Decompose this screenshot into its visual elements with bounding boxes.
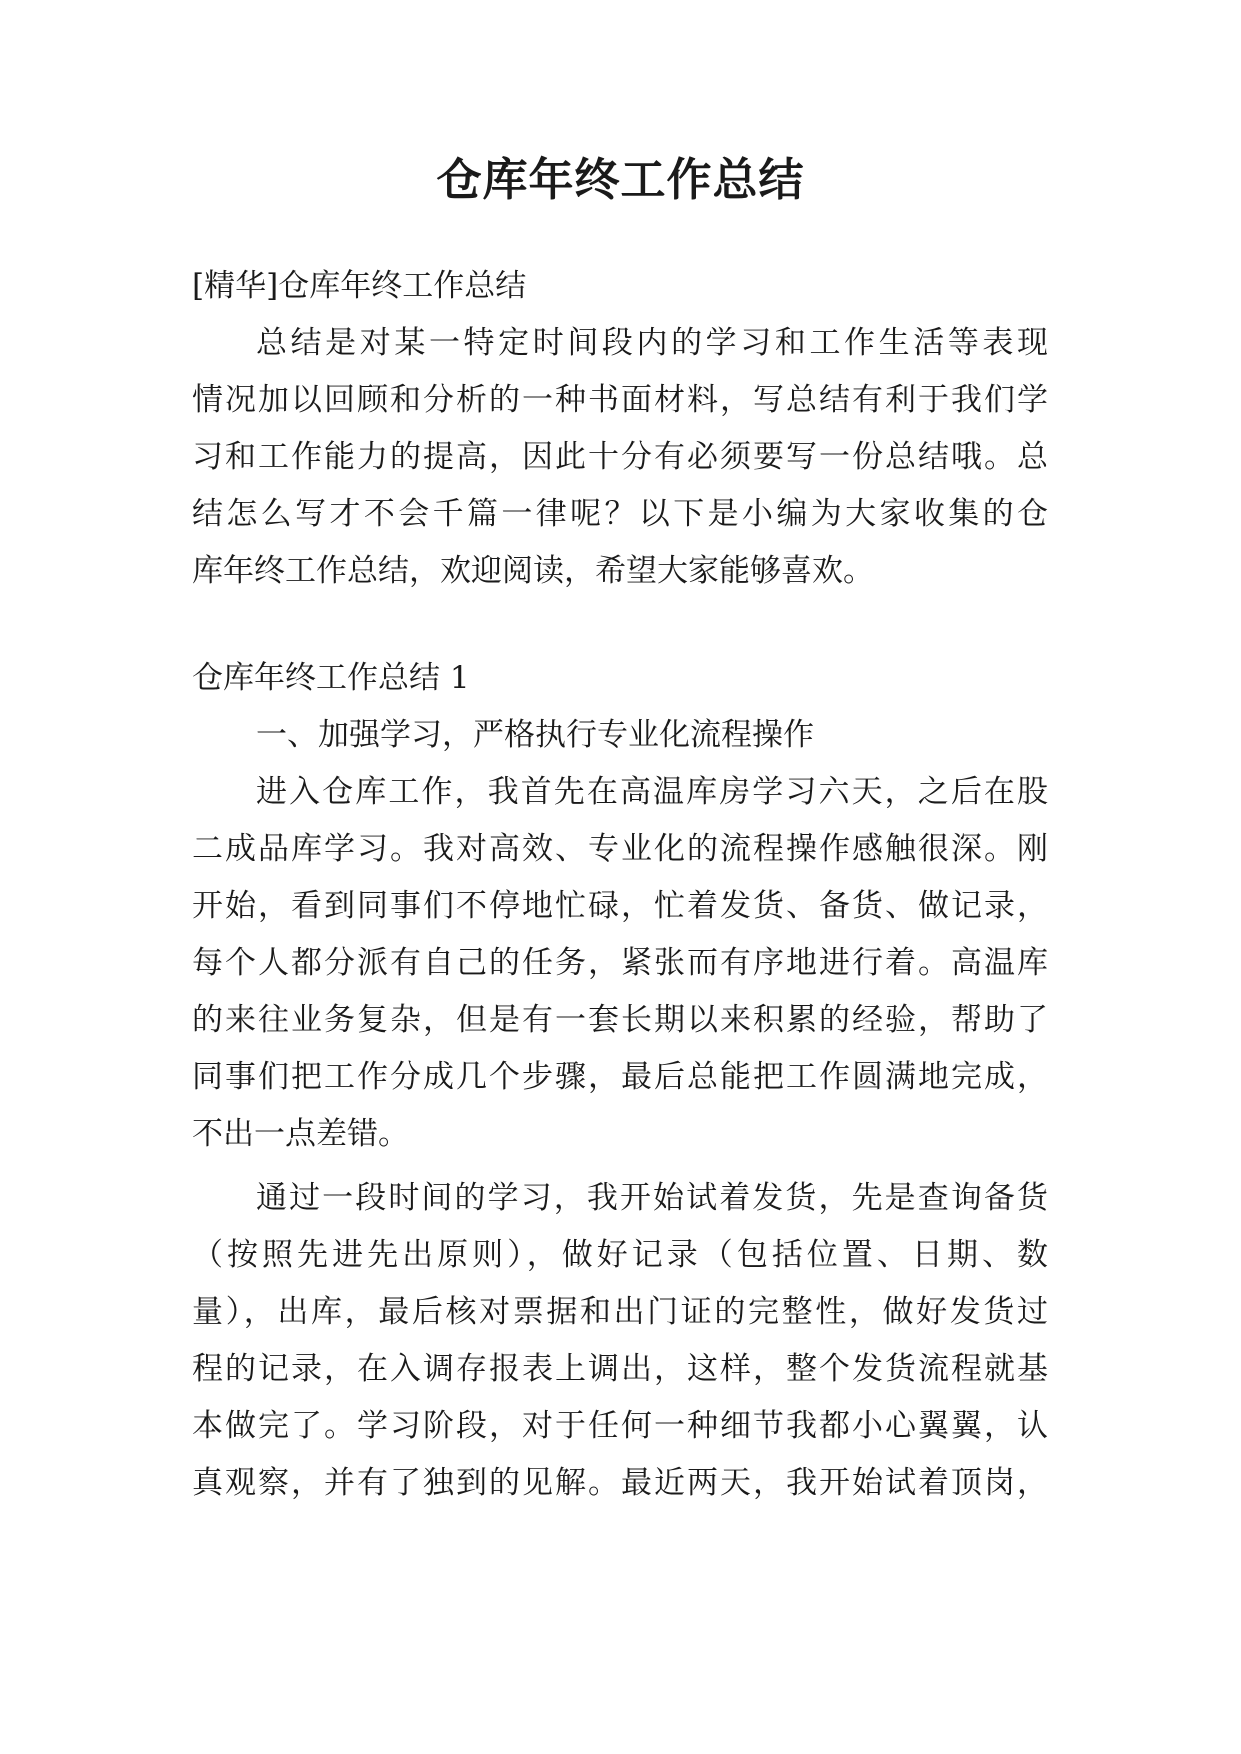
intro-line: 总结是对某一特定时间段内的学习和工作生活等表现: [256, 325, 1048, 361]
point-heading: 一、加强学习，严格执行专业化流程操作: [256, 717, 814, 753]
paragraph-line: 的来往业务复杂，但是有一套长期以来积累的经验，帮助了: [192, 1002, 1048, 1038]
paragraph-line: 二成品库学习。我对高效、专业化的流程操作感触很深。刚: [192, 831, 1048, 867]
paragraph-line: 通过一段时间的学习，我开始试着发货，先是查询备货: [256, 1180, 1048, 1216]
document-title: 仓库年终工作总结: [436, 153, 805, 206]
paragraph-line: 开始，看到同事们不停地忙碌，忙着发货、备货、做记录，: [192, 888, 1048, 924]
intro-line: 库年终工作总结，欢迎阅读，希望大家能够喜欢。: [192, 553, 874, 589]
paragraph-line: 进入仓库工作，我首先在高温库房学习六天，之后在股: [256, 774, 1048, 810]
paragraph-line: 不出一点差错。: [192, 1116, 409, 1152]
paragraph-line: 量），出库，最后核对票据和出门证的完整性，做好发货过: [192, 1294, 1048, 1330]
section-heading: 仓库年终工作总结 1: [192, 660, 470, 696]
intro-line: 习和工作能力的提高，因此十分有必须要写一份总结哦。总: [192, 439, 1048, 475]
paragraph-line: 同事们把工作分成几个步骤，最后总能把工作圆满地完成，: [192, 1059, 1048, 1095]
paragraph-line: 真观察，并有了独到的见解。最近两天，我开始试着顶岗，: [192, 1465, 1048, 1501]
intro-line: 情况加以回顾和分析的一种书面材料，写总结有利于我们学: [192, 382, 1048, 418]
document-subtitle: [精华]仓库年终工作总结: [192, 268, 527, 304]
paragraph-line: （按照先进先出原则），做好记录（包括位置、日期、数: [192, 1237, 1048, 1273]
intro-line: 结怎么写才不会千篇一律呢？以下是小编为大家收集的仓: [192, 496, 1048, 532]
paragraph-line: 每个人都分派有自己的任务，紧张而有序地进行着。高温库: [192, 945, 1048, 981]
paragraph-line: 程的记录，在入调存报表上调出，这样，整个发货流程就基: [192, 1351, 1048, 1387]
paragraph-line: 本做完了。学习阶段，对于任何一种细节我都小心翼翼，认: [192, 1408, 1048, 1444]
